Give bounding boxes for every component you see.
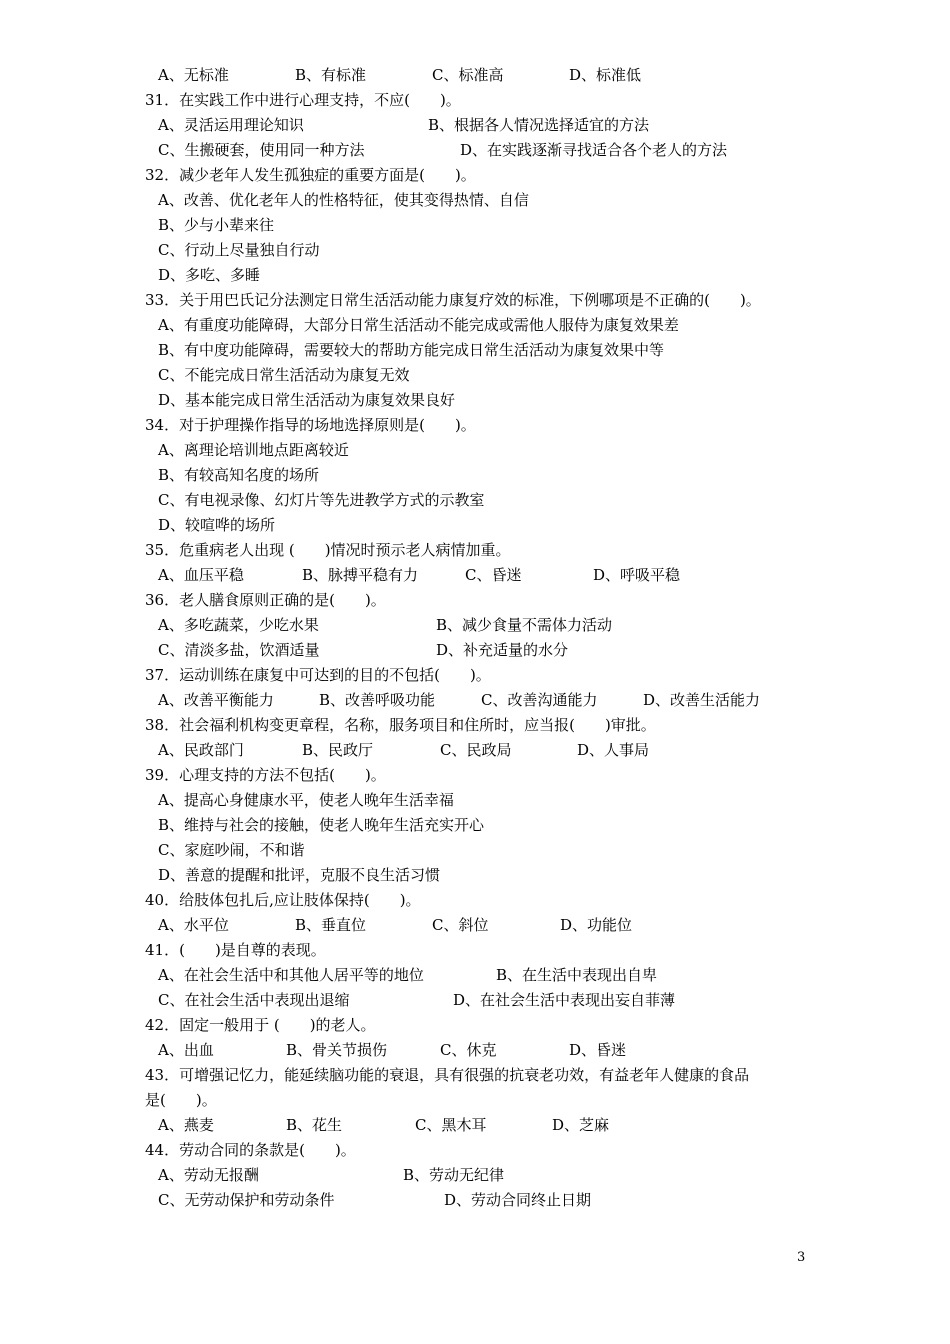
- answer-option: A、提高心身健康水平，使老人晚年生活幸福: [158, 791, 454, 809]
- answer-option: C、有电视录像、幻灯片等先进教学方式的示教室: [158, 491, 485, 509]
- question-text: 39．心理支持的方法不包括( )。: [145, 766, 386, 784]
- question-text: 38．社会福利机构变更章程，名称，服务项目和住所时，应当报( )审批。: [145, 716, 656, 734]
- answer-option: C、斜位: [432, 916, 489, 934]
- answer-option: A、有重度功能障碍，大部分日常生活活动不能完成或需他人服侍为康复效果差: [158, 316, 679, 334]
- answer-option: C、行动上尽量独自行动: [158, 241, 320, 259]
- question-text: 37．运动训练在康复中可达到的目的不包括( )。: [145, 666, 491, 684]
- answer-option: A、燕麦: [158, 1116, 214, 1134]
- answer-option: B、维持与社会的接触，使老人晚年生活充实开心: [158, 816, 485, 834]
- answer-option: C、不能完成日常生活活动为康复无效: [158, 366, 410, 384]
- question-text: 34．对于护理操作指导的场地选择原则是( )。: [145, 416, 476, 434]
- answer-option: D、人事局: [577, 741, 650, 759]
- answer-option: C、清淡多盐，饮酒适量: [158, 641, 320, 659]
- answer-option: C、昏迷: [465, 566, 522, 584]
- answer-option: A、灵活运用理论知识: [158, 116, 304, 134]
- answer-option: B、减少食量不需体力活动: [436, 616, 613, 634]
- answer-option: A、多吃蔬菜，少吃水果: [158, 616, 319, 634]
- question-text: 44．劳动合同的条款是( )。: [145, 1141, 356, 1159]
- question-text: 33．关于用巴氏记分法测定日常生活活动能力康复疗效的标准，下例哪项是不正确的( )。: [145, 291, 761, 309]
- answer-option: A、血压平稳: [158, 566, 244, 584]
- question-text: 41．( )是自尊的表现。: [145, 941, 326, 959]
- answer-option: C、休克: [440, 1041, 497, 1059]
- answer-option: C、民政局: [440, 741, 512, 759]
- answer-option: C、生搬硬套，使用同一种方法: [158, 141, 365, 159]
- answer-option: D、多吃、多睡: [158, 266, 261, 284]
- page-number: 3: [797, 1250, 806, 1265]
- answer-option: B、骨关节损伤: [286, 1041, 388, 1059]
- answer-option: D、功能位: [560, 916, 633, 934]
- answer-option: B、有较高知名度的场所: [158, 466, 320, 484]
- answer-option: D、在社会生活中表现出妄自菲薄: [453, 991, 676, 1009]
- answer-option: A、离理论培训地点距离较近: [158, 441, 349, 459]
- question-text: 43．可增强记忆力，能延续脑功能的衰退，具有很强的抗衰老功效，有益老年人健康的食品: [145, 1066, 750, 1084]
- answer-option: B、在生活中表现出自卑: [496, 966, 658, 984]
- answer-option: D、善意的提醒和批评，克服不良生活习惯: [158, 866, 441, 884]
- answer-option: C、黑木耳: [415, 1116, 487, 1134]
- answer-option: C、改善沟通能力: [481, 691, 598, 709]
- answer-option: D、昏迷: [569, 1041, 627, 1059]
- question-text: 36．老人膳食原则正确的是( )。: [145, 591, 386, 609]
- answer-option: D、较喧哗的场所: [158, 516, 276, 534]
- question-text: 40．给肢体包扎后,应让肢体保持( )。: [145, 891, 421, 909]
- question-text: 32．减少老年人发生孤独症的重要方面是( )。: [145, 166, 476, 184]
- answer-option: A、改善平衡能力: [158, 691, 274, 709]
- answer-option: A、在社会生活中和其他人居平等的地位: [158, 966, 424, 984]
- answer-option: A、无标准: [158, 66, 229, 84]
- answer-option: D、标准低: [569, 66, 642, 84]
- answer-option: B、民政厅: [302, 741, 374, 759]
- question-text: 31．在实践工作中进行心理支持，不应( )。: [145, 91, 461, 109]
- question-text: 35．危重病老人出现 ( )情况时预示老人病情加重。: [145, 541, 511, 559]
- answer-option: A、出血: [158, 1041, 214, 1059]
- answer-option: A、水平位: [158, 916, 229, 934]
- answer-option: C、家庭吵闹，不和谐: [158, 841, 305, 859]
- answer-option: B、有标准: [295, 66, 367, 84]
- answer-option: B、脉搏平稳有力: [302, 566, 419, 584]
- answer-option: B、花生: [286, 1116, 343, 1134]
- question-text: 42．固定一般用于 ( )的老人。: [145, 1016, 376, 1034]
- answer-option: D、基本能完成日常生活活动为康复效果良好: [158, 391, 456, 409]
- answer-option: B、少与小辈来往: [158, 216, 275, 234]
- answer-option: D、补充适量的水分: [436, 641, 569, 659]
- answer-option: A、民政部门: [158, 741, 244, 759]
- answer-option: D、劳动合同终止日期: [444, 1191, 592, 1209]
- answer-option: A、劳动无报酬: [158, 1166, 259, 1184]
- answer-option: B、有中度功能障碍，需要较大的帮助方能完成日常生活活动为康复效果中等: [158, 341, 665, 359]
- answer-option: D、改善生活能力: [643, 691, 761, 709]
- answer-option: B、根据各人情况选择适宜的方法: [428, 116, 650, 134]
- answer-option: B、改善呼吸功能: [319, 691, 436, 709]
- question-text: 是( )。: [145, 1091, 217, 1109]
- answer-option: D、在实践逐渐寻找适合各个老人的方法: [460, 141, 728, 159]
- answer-option: B、劳动无纪律: [403, 1166, 505, 1184]
- answer-option: A、改善、优化老年人的性格特征，使其变得热情、自信: [158, 191, 529, 209]
- answer-option: D、呼吸平稳: [593, 566, 681, 584]
- answer-option: D、芝麻: [552, 1116, 610, 1134]
- answer-option: C、标准高: [432, 66, 504, 84]
- answer-option: B、垂直位: [295, 916, 367, 934]
- answer-option: C、在社会生活中表现出退缩: [158, 991, 350, 1009]
- answer-option: C、无劳动保护和劳动条件: [158, 1191, 335, 1209]
